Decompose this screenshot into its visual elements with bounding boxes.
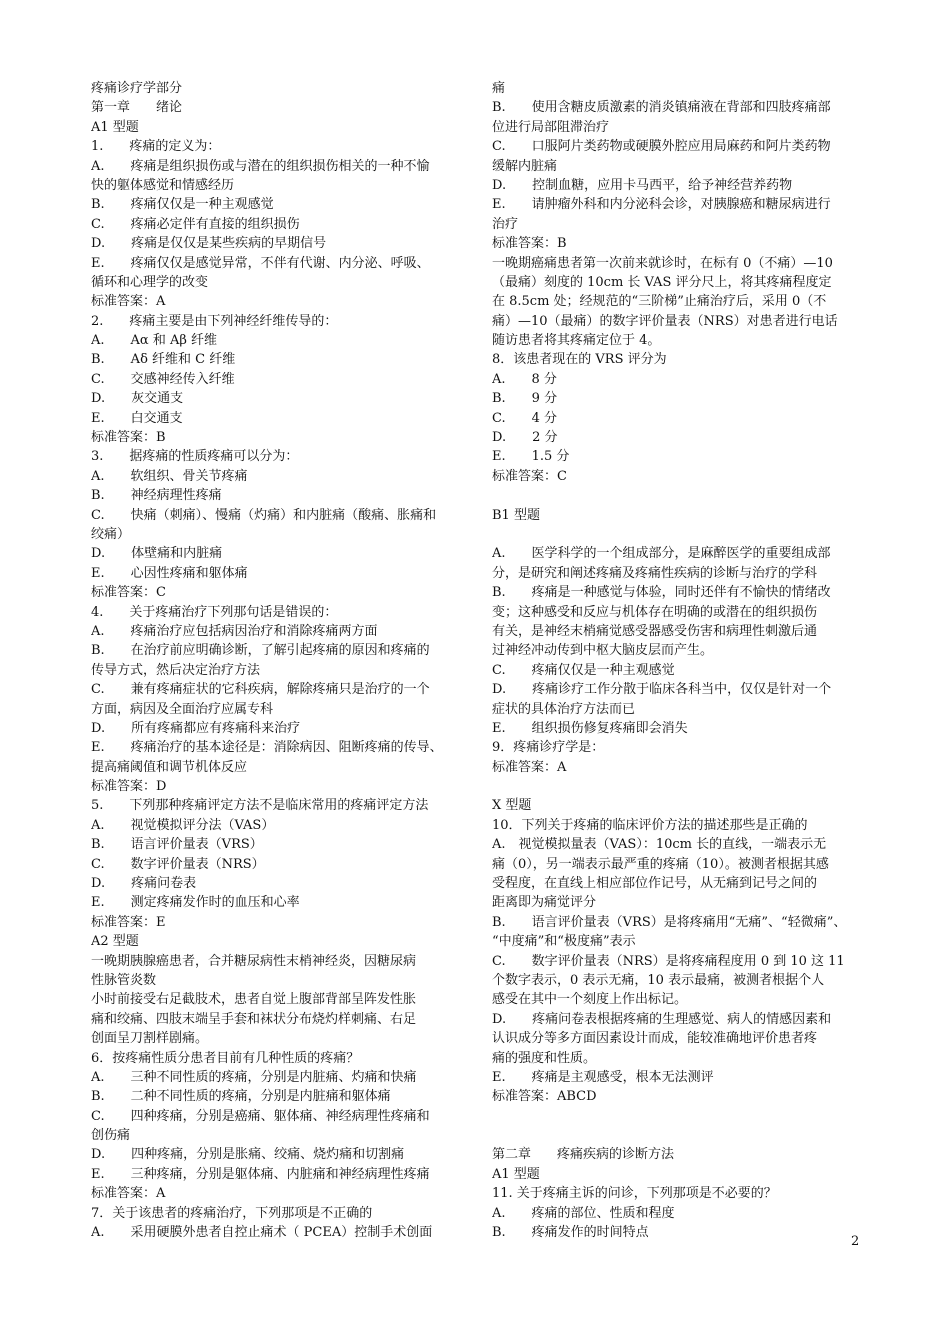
text-line: 方面，病因及全面治疗应属专科 — [91, 701, 274, 717]
text-line: C. 4 分 — [492, 410, 558, 426]
text-line: 第一章 绪论 — [91, 100, 183, 116]
text-line: C. 疼痛必定伴有直接的组织损伤 — [91, 216, 300, 232]
blank-line — [492, 777, 866, 796]
text-line: 创面呈刀割样剧痛。 — [91, 1031, 209, 1047]
text-line: 标准答案：E — [91, 914, 166, 930]
text-line: D. 灰交通支 — [91, 391, 184, 407]
text-line: A1 型题 — [91, 119, 139, 135]
text-line: 2. 疼痛主要是由下列神经纤维传导的： — [91, 313, 338, 329]
text-line: B. 在治疗前应明确诊断，了解引起疼痛的原因和疼痛的 — [91, 643, 430, 659]
text-line: B. 疼痛发作的时间特点 — [492, 1225, 649, 1241]
text-line: 受程度，在直线上相应部位作记号，从无痛到记号之间的 — [492, 876, 818, 892]
text-line: 痛的强度和性质。 — [492, 1050, 597, 1066]
text-line: A. 三种不同性质的疼痛，分别是内脏痛、灼痛和快痛 — [91, 1069, 417, 1085]
text-line: 痛 — [492, 81, 506, 96]
text-line: A. 软组织、骨关节疼痛 — [91, 468, 248, 484]
text-line: 标准答案：A — [492, 759, 567, 775]
text-line: 一晚期癌痛患者第一次前来就诊时，在标有 0（不痛）—10 — [492, 255, 833, 271]
text-line: B. 疼痛仅仅是一种主观感觉 — [91, 197, 274, 213]
text-line: A. 疼痛的部位、性质和程度 — [492, 1205, 675, 1221]
text-line: 性脉管炎数 — [91, 972, 157, 988]
text-line: 疼痛诊疗学部分 — [91, 81, 183, 96]
text-line: X 型题 — [492, 798, 532, 814]
text-line: 标准答案：C — [91, 585, 166, 601]
text-line: 11. 关于疼痛主诉的问诊，下列那项是不必要的？ — [492, 1186, 777, 1202]
text-line: D. 控制血糖，应用卡马西平，给予神经营养药物 — [492, 177, 793, 193]
text-line: B. 语言评价量表（VRS） — [91, 837, 263, 853]
text-line: 标准答案：B — [91, 430, 166, 446]
text-line: 一晚期胰腺癌患者，合并糖尿病性末梢神经炎，因糖尿病 — [91, 953, 417, 969]
text-line: 在 8.5cm 处；经规范的“三阶梯”止痛治疗后，采用 0（不 — [492, 294, 827, 310]
text-line: 9．疼痛诊疗学是： — [492, 740, 605, 756]
text-line: 10．下列关于疼痛的临床评价方法的描述那些是正确的 — [492, 817, 808, 833]
text-line: 缓解内脏痛 — [492, 158, 558, 174]
right-column — [492, 79, 866, 1242]
text-line: 6．按疼痛性质分患者目前有几种性质的疼痛？ — [91, 1050, 360, 1066]
text-line: C. 四种疼痛，分别是癌痛、躯体痛、神经病理性疼痛和 — [91, 1108, 430, 1124]
text-line: 传导方式，然后决定治疗方法 — [91, 662, 261, 678]
text-line: E. 疼痛仅仅是感觉异常，不伴有代谢、内分泌、呼吸、 — [91, 255, 430, 271]
text-line: E. 白交通支 — [91, 410, 183, 426]
text-line: A1 型题 — [492, 1166, 540, 1182]
text-line: C. 疼痛仅仅是一种主观感觉 — [492, 662, 675, 678]
text-line: C. 数字评价量表（NRS） — [91, 856, 265, 872]
text-line: A. Aα 和 Aβ 纤维 — [91, 333, 217, 349]
text-line: B. 二种不同性质的疼痛，分别是内脏痛和躯体痛 — [91, 1089, 391, 1105]
text-line: C. 快痛（刺痛）、慢痛（灼痛）和内脏痛（酸痛、胀痛和 — [91, 507, 437, 523]
text-line: 小时前接受右足截肢术，患者自觉上腹部背部呈阵发性胀 — [91, 992, 417, 1008]
text-line: 8．该患者现在的 VRS 评分为 — [492, 352, 667, 368]
text-line: B. Aδ 纤维和 C 纤维 — [91, 352, 236, 368]
text-line: 标准答案：D — [91, 779, 167, 795]
text-line: C. 口服阿片类药物或硬膜外腔应用局麻药和阿片类药物 — [492, 139, 831, 155]
text-line: E. 1.5 分 — [492, 449, 570, 465]
text-line: A. 8 分 — [492, 371, 557, 387]
text-line: D. 疼痛是仅仅是某些疾病的早期信号 — [91, 236, 327, 252]
text-line: D. 疼痛诊疗工作分散于临床各科当中，仅仅是针对一个 — [492, 682, 832, 698]
text-line: B. 神经病理性疼痛 — [91, 488, 222, 504]
text-line: 5. 下列那种疼痛评定方法不是临床常用的疼痛评定方法 — [91, 798, 429, 814]
text-line: 位进行局部阻滞治疗 — [492, 119, 610, 135]
text-line: D. 2 分 — [492, 430, 558, 446]
text-line: E. 疼痛治疗的基本途径是：消除病因、阻断疼痛的传导、 — [91, 740, 443, 756]
text-line: A2 型题 — [91, 934, 139, 950]
text-line: E. 组织损伤修复疼痛即会消失 — [492, 720, 688, 736]
text-line: 快的躯体感觉和情感经历 — [91, 177, 235, 193]
text-line: 标准答案：C — [492, 468, 567, 484]
text-line: 循环和心理学的改变 — [91, 274, 209, 290]
text-line: E. 请肿瘤外科和内分泌科会诊，对胰腺癌和糖尿病进行 — [492, 197, 831, 213]
text-line: E. 测定疼痛发作时的血压和心率 — [91, 895, 300, 911]
text-line: 分，是研究和阐述疼痛及疼痛性疾病的诊断与治疗的学科 — [492, 565, 818, 581]
text-line: D. 体壁痛和内脏痛 — [91, 546, 223, 562]
text-line: 感受在其中一个刻度上作出标记。 — [492, 992, 688, 1008]
text-line: D. 疼痛问卷表根据疼痛的生理感觉、病人的情感因素和 — [492, 1011, 832, 1027]
blank-line — [492, 525, 866, 544]
page-number: 2 — [851, 1234, 860, 1249]
text-line: 标准答案：B — [492, 236, 567, 252]
text-line: 3. 据疼痛的性质疼痛可以分为： — [91, 449, 299, 465]
text-line: “中度痛”和“极度痛”表示 — [492, 934, 636, 950]
text-line: D. 疼痛问卷表 — [91, 876, 197, 892]
text-line: 随访患者将其疼痛定位于 4。 — [492, 333, 661, 349]
text-line: A. 医学科学的一个组成部分，是麻醉医学的重要组成部 — [492, 546, 831, 562]
text-line: 痛（0），另一端表示最严重的疼痛（10）。被测者根据其感 — [492, 856, 829, 872]
text-line: 绞痛） — [91, 526, 131, 542]
text-line: A. 视觉模拟评分法（VAS） — [91, 817, 275, 833]
text-line: B. 使用含糖皮质激素的消炎镇痛液在背部和四肢疼痛部 — [492, 100, 831, 116]
text-line: 1. 疼痛的定义为： — [91, 139, 221, 155]
text-line: （最痛）刻度的 10cm 长 VAS 评分尺上，将其疼痛程度定 — [492, 274, 832, 290]
text-line: 症状的具体治疗方法而已 — [492, 701, 636, 717]
text-line: 治疗 — [492, 216, 519, 232]
text-line: B1 型题 — [492, 507, 540, 523]
text-line: C. 兼有疼痛症状的它科疾病，解除疼痛只是治疗的一个 — [91, 682, 430, 698]
text-line: 变；这种感受和反应与机体存在明确的或潜在的组织损伤 — [492, 604, 818, 620]
text-line: 创伤痛 — [91, 1128, 131, 1144]
text-line: 痛和绞痛、四肢末端呈手套和袜状分布烧灼样刺痛、右足 — [91, 1011, 417, 1027]
text-line: A. 疼痛治疗应包括病因治疗和消除疼痛两方面 — [91, 623, 378, 639]
text-line: 标准答案：A — [91, 294, 166, 310]
blank-line — [492, 1126, 866, 1145]
left-column — [91, 79, 465, 1242]
text-line: C. 数字评价量表（NRS）是将疼痛程度用 0 到 10 这 11 — [492, 953, 845, 969]
text-line: E. 三种疼痛，分别是躯体痛、内脏痛和神经病理性疼痛 — [91, 1166, 430, 1182]
text-line: B. 疼痛是一种感觉与体验，同时还伴有不愉快的情绪改 — [492, 585, 831, 601]
text-line: A. 疼痛是组织损伤或与潜在的组织损伤相关的一种不愉 — [91, 158, 430, 174]
text-line: 7．关于该患者的疼痛治疗，下列那项是不正确的 — [91, 1205, 373, 1221]
text-line: 距离即为痛觉评分 — [492, 895, 597, 911]
text-line: 过神经冲动传到中枢大脑皮层而产生。 — [492, 643, 714, 659]
text-line: 个数字表示，0 表示无痛，10 表示最痛，被测者根据个人 — [492, 972, 825, 988]
text-line: A. 采用硬膜外患者自控止痛术（ PCEA）控制手术创面 — [91, 1225, 433, 1241]
text-line: 标准答案：A — [91, 1186, 166, 1202]
text-line: 有关，是神经末梢痛觉感受器感受伤害和病理性刺激后通 — [492, 623, 818, 639]
text-line: A. 视觉模拟量表（VAS）：10cm 长的直线，一端表示无 — [492, 837, 827, 853]
text-line: D. 四种疼痛，分别是胀痛、绞痛、烧灼痛和切割痛 — [91, 1147, 405, 1163]
text-line: 4. 关于疼痛治疗下列那句话是错误的： — [91, 604, 338, 620]
text-line: C. 交感神经传入纤维 — [91, 371, 235, 387]
text-line: 痛）—10（最痛）的数字评价量表（NRS）对患者进行电话 — [492, 313, 838, 329]
text-line: D. 所有疼痛都应有疼痛科来治疗 — [91, 720, 301, 736]
blank-line — [492, 486, 866, 505]
blank-line — [492, 1107, 866, 1126]
text-line: 第二章 疼痛疾病的诊断方法 — [492, 1147, 675, 1163]
text-line: 认识成分等多方面因素设计而成，能较准确地评价患者疼 — [492, 1031, 818, 1047]
text-line: B. 语言评价量表（VRS）是将疼痛用“无痛”、“轻微痛”、 — [492, 914, 847, 930]
text-line: B. 9 分 — [492, 391, 558, 407]
text-line: 提高痛阈值和调节机体反应 — [91, 759, 248, 775]
text-line: 标准答案：ABCD — [492, 1089, 597, 1105]
text-line: E. 心因性疼痛和躯体痛 — [91, 565, 248, 581]
text-line: E. 疼痛是主观感受，根本无法测评 — [492, 1069, 714, 1085]
